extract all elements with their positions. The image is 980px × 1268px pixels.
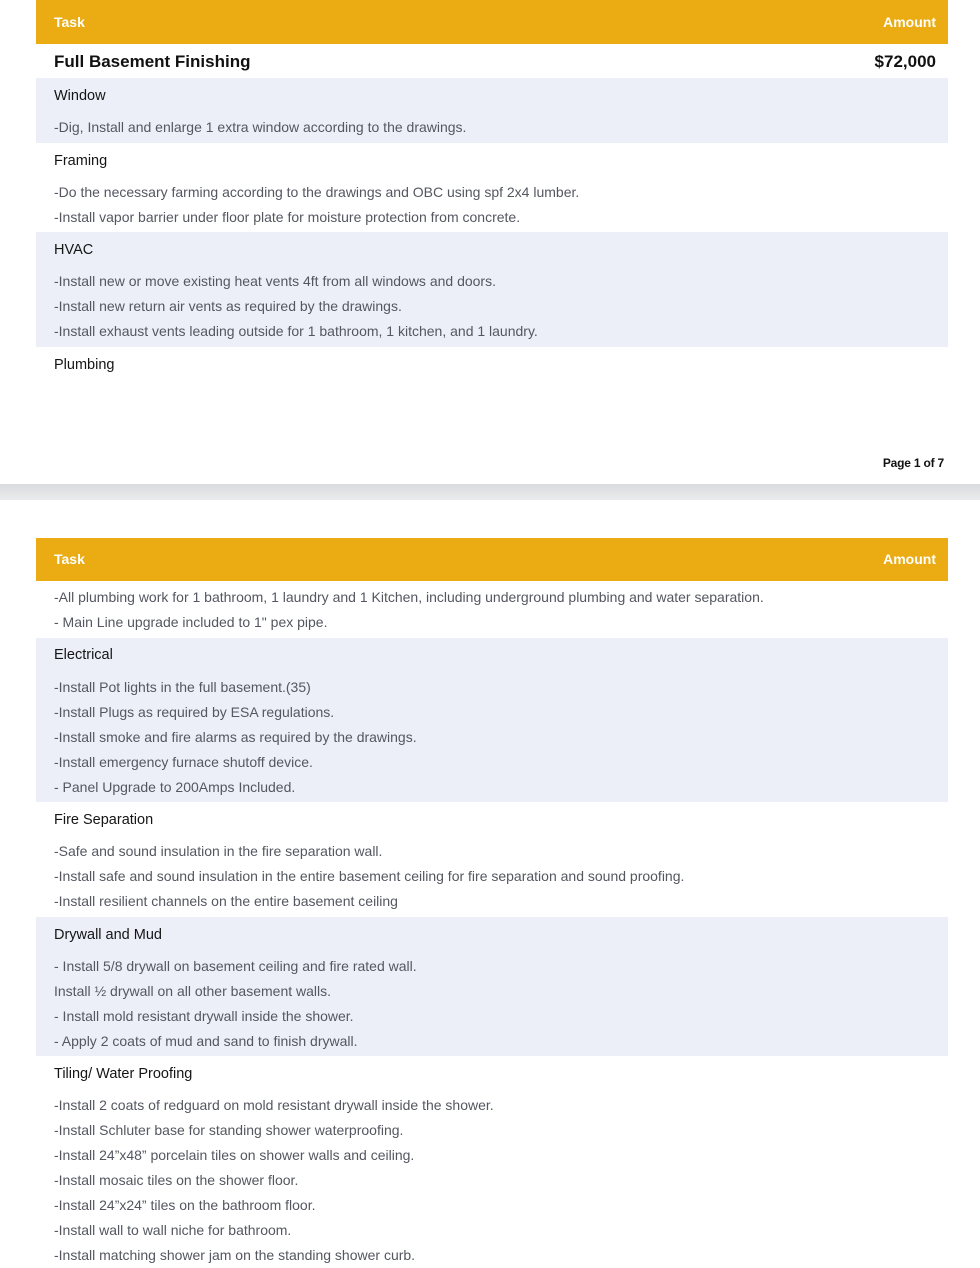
line-item: -Install new or move existing heat vents 4ft from all windows and doors.: [54, 273, 496, 289]
line-item: -Install safe and sound insulation in the entire basement ceiling for fire separation and sound proofing.: [54, 868, 685, 884]
page-number: Page 1 of 7: [882, 456, 944, 470]
section-title-window: Window: [54, 88, 106, 104]
project-amount: $72,000: [874, 52, 936, 71]
document-page-1: [0, 0, 980, 484]
line-item: -Install exhaust vents leading outside for 1 bathroom, 1 kitchen, and 1 laundry.: [54, 323, 538, 339]
project-title: Full Basement Finishing: [54, 52, 251, 71]
section-electrical: [36, 638, 948, 802]
section-title-framing: Framing: [54, 153, 108, 169]
line-item: - Install mold resistant drywall inside the shower.: [54, 1008, 354, 1024]
line-item: -Install 2 coats of redguard on mold resistant drywall inside the shower.: [54, 1097, 494, 1113]
line-item: -Install wall to wall niche for bathroom.: [54, 1222, 292, 1238]
line-item: -Install new return air vents as required by the drawings.: [54, 298, 402, 314]
section-title-electrical: Electrical: [54, 647, 113, 663]
line-item: -Dig, Install and enlarge 1 extra window according to the drawings.: [54, 119, 467, 135]
section-title-fire-separation: Fire Separation: [54, 812, 154, 828]
line-item: -Install 24”x48” porcelain tiles on shower walls and ceiling.: [54, 1147, 415, 1163]
line-item: - Panel Upgrade to 200Amps Included.: [54, 779, 296, 795]
line-item: -Install 24”x24” tiles on the bathroom floor.: [54, 1197, 316, 1213]
line-item: - Main Line upgrade included to 1" pex pipe.: [54, 614, 328, 630]
line-item: -All plumbing work for 1 bathroom, 1 laundry and 1 Kitchen, including underground plumbing and water separation.: [54, 589, 764, 605]
line-item: -Install Schluter base for standing shower waterproofing.: [54, 1122, 404, 1138]
header-amount-label: Amount: [883, 14, 936, 30]
line-item: -Install Pot lights in the full basement.(35): [54, 679, 311, 695]
section-title-hvac: HVAC: [54, 242, 94, 258]
section-title-drywall: Drywall and Mud: [54, 927, 162, 943]
section-title-tiling: Tiling/ Water Proofing: [54, 1066, 193, 1082]
line-item: -Install mosaic tiles on the shower floor.: [54, 1172, 299, 1188]
line-item: -Safe and sound insulation in the fire separation wall.: [54, 843, 383, 859]
section-title-plumbing: Plumbing: [54, 357, 115, 373]
header-task-label: Task: [54, 551, 85, 567]
line-item: -Install resilient channels on the entire basement ceiling: [54, 893, 398, 909]
table-header: [36, 0, 948, 44]
line-item: -Install emergency furnace shutoff device.: [54, 754, 313, 770]
document-page-2: [0, 500, 980, 1268]
line-item: -Install vapor barrier under floor plate for moisture protection from concrete.: [54, 209, 521, 225]
line-item: -Install Plugs as required by ESA regulations.: [54, 704, 335, 720]
line-item: - Apply 2 coats of mud and sand to finish drywall.: [54, 1033, 358, 1049]
page-separator: [0, 484, 980, 500]
line-item: -Install matching shower jam on the standing shower curb.: [54, 1247, 416, 1263]
line-item: -Install smoke and fire alarms as required by the drawings.: [54, 729, 417, 745]
header-amount-label: Amount: [883, 551, 936, 567]
header-task-label: Task: [54, 14, 85, 30]
line-item: - Install 5/8 drywall on basement ceiling and fire rated wall.: [54, 958, 417, 974]
line-item: Install ½ drywall on all other basement walls.: [54, 983, 332, 999]
line-item: -Do the necessary farming according to the drawings and OBC using spf 2x4 lumber.: [54, 184, 580, 200]
table-header: [36, 538, 948, 581]
